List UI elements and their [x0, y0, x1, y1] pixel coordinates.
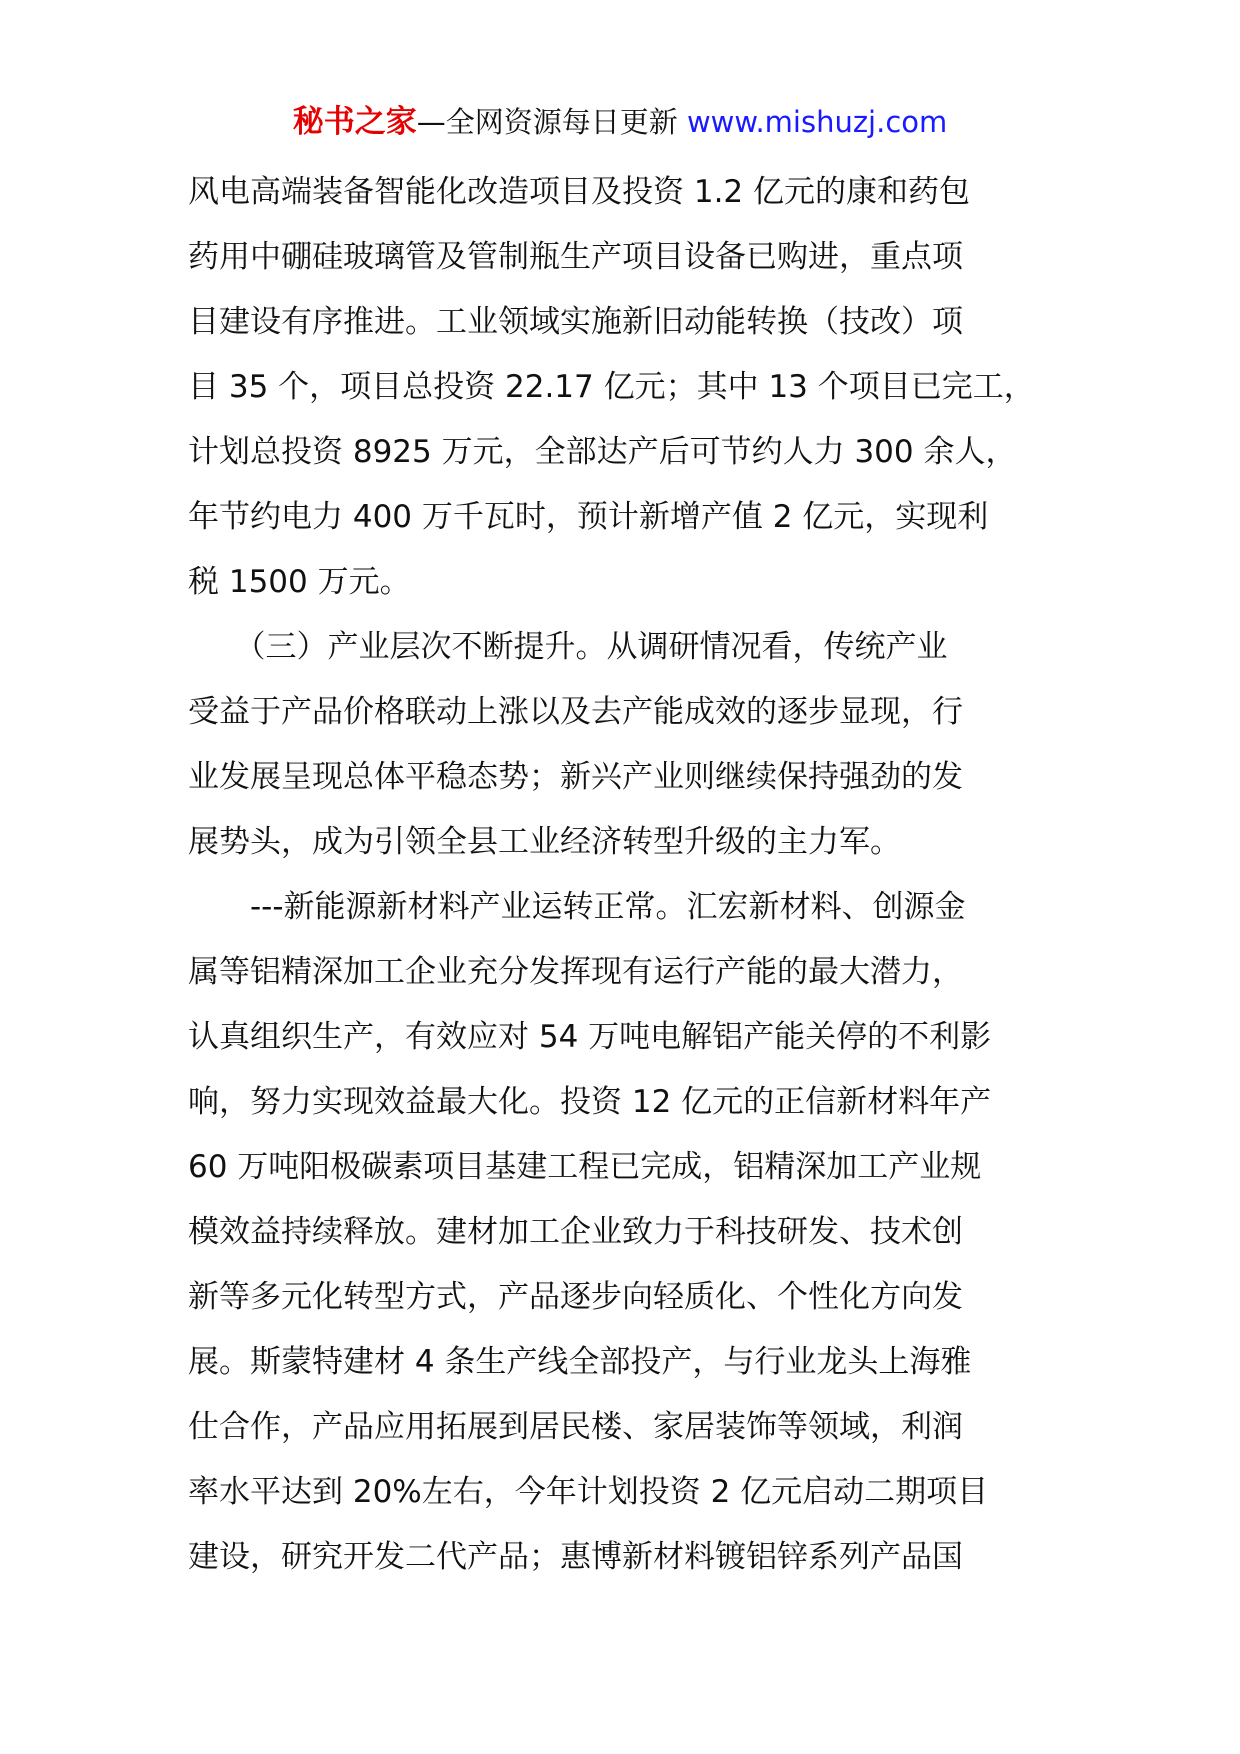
site-url-link[interactable]: www.mishuzj.com	[686, 105, 948, 139]
text-line: 受益于产品价格联动上涨以及去产能成效的逐步显现，行	[188, 694, 963, 730]
text-line: 业发展呈现总体平稳态势；新兴产业则继续保持强劲的发	[188, 759, 963, 795]
text-line: 模效益持续释放。建材加工企业致力于科技研发、技术创	[188, 1214, 963, 1250]
text-line: 新等多元化转型方式，产品逐步向轻质化、个性化方向发	[188, 1279, 963, 1315]
text-line: 目建设有序推进。工业领域实施新旧动能转换（技改）项	[188, 304, 963, 340]
header-tagline: —全网资源每日更新	[416, 105, 678, 139]
site-header	[0, 100, 1240, 144]
text-line: 目 35 个，项目总投资 22.17 亿元；其中 13 个项目已完工，	[188, 369, 1035, 405]
text-line: 计划总投资 8925 万元，全部达产后可节约人力 300 余人，	[188, 434, 1017, 470]
text-line: 风电高端装备智能化改造项目及投资 1.2 亿元的康和药包	[188, 174, 971, 210]
brand-name: 秘书之家	[292, 104, 417, 140]
text-line: 建设，研究开发二代产品；惠博新材料镀铝锌系列产品国	[188, 1539, 963, 1575]
document-body	[188, 160, 1088, 1590]
section-heading-line: （三）产业层次不断提升。从调研情况看，传统产业	[188, 629, 948, 665]
subsection-heading-line: ---新能源新材料产业运转正常。汇宏新材料、创源金	[188, 889, 966, 925]
text-line: 属等铝精深加工企业充分发挥现有运行产能的最大潜力，	[188, 954, 963, 990]
text-line: 仕合作，产品应用拓展到居民楼、家居装饰等领域，利润	[188, 1409, 963, 1445]
text-line: 年节约电力 400 万千瓦时，预计新增产值 2 亿元，实现利	[188, 499, 989, 535]
text-line: 展势头，成为引领全县工业经济转型升级的主力军。	[188, 824, 901, 860]
text-line: 税 1500 万元。	[188, 564, 411, 600]
text-line: 药用中硼硅玻璃管及管制瓶生产项目设备已购进，重点项	[188, 239, 963, 275]
text-line: 率水平达到 20%左右，今年计划投资 2 亿元启动二期项目	[188, 1474, 989, 1510]
text-line: 响，努力实现效益最大化。投资 12 亿元的正信新材料年产	[188, 1084, 992, 1120]
text-line: 60 万吨阳极碳素项目基建工程已完成，铝精深加工产业规	[188, 1149, 982, 1185]
text-line: 认真组织生产，有效应对 54 万吨电解铝产能关停的不利影	[188, 1019, 992, 1055]
text-line: 展。斯蒙特建材 4 条生产线全部投产，与行业龙头上海雅	[188, 1344, 972, 1380]
